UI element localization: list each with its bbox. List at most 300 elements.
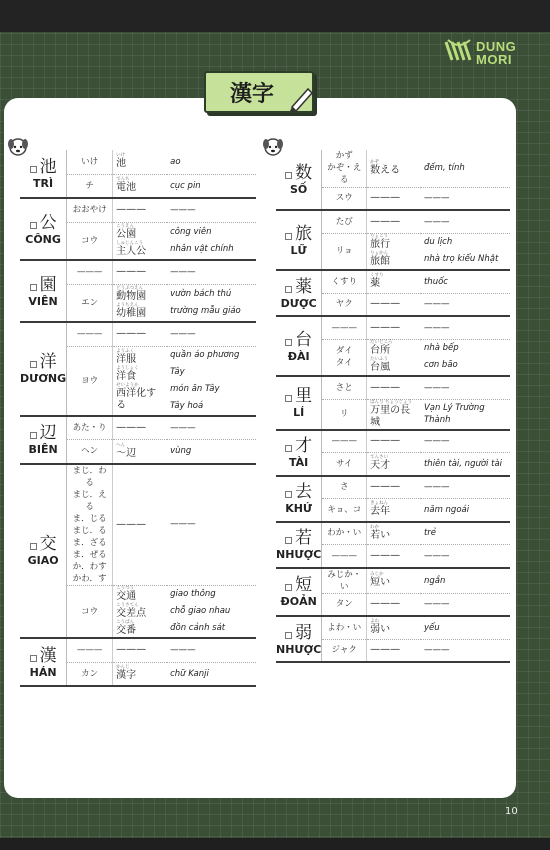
example-word: 池 [116,158,127,170]
checkbox[interactable] [285,339,292,346]
meaning-cell [421,616,510,639]
reading-text: まじ．える [72,489,107,512]
furigana: どうぶつえん [116,285,144,291]
kanji-character: 才 [295,436,313,456]
example-word-cell [367,270,421,293]
han-viet-reading: CÔNG [25,232,61,246]
example-word-cell [367,187,421,210]
table-row [276,476,510,499]
example-word-cell [113,346,168,416]
reading-text: ——— [331,550,357,561]
example-word-cell [113,222,168,260]
example-word: 幼稚園 [116,307,147,319]
han-viet-reading: GIAO [27,554,59,568]
reading-text: あた・り [72,422,107,433]
meaning-text: ——— [423,482,450,493]
reading-cell [67,586,113,639]
checkbox[interactable] [285,632,292,639]
table-row [20,416,256,440]
han-viet-reading: ĐÀI [287,349,310,363]
meaning-text: trường mẫu giáo [170,305,241,316]
furigana: だいどころ [370,340,393,346]
meaning-text: cục pin [170,180,201,191]
example-word-cell [367,399,421,430]
reading-text: スウ [335,193,353,204]
checkbox[interactable] [30,284,37,291]
meaning-text: ——— [423,322,450,333]
kanji-table-right [276,150,510,663]
furigana: てんさい [370,455,389,461]
meaning-cell [167,284,256,322]
checkbox[interactable] [285,491,292,498]
meaning-cell [167,638,256,662]
reading-text: ま．ざる [72,537,107,548]
checkbox[interactable] [30,655,37,662]
reading-text: ジャク [331,645,357,656]
example-word-cell [367,233,421,270]
meaning-cell [421,476,510,499]
reading-text: くすり [331,276,357,287]
example-word: ～辺 [116,447,137,459]
table-row [276,316,510,339]
han-viet-reading: TRÌ [33,177,54,190]
title-box [204,71,314,113]
example-word: ——— [370,215,401,227]
meaning-text: ——— [423,436,450,447]
example-word-cell [113,260,168,284]
meaning-cell [167,322,256,346]
han-viet-reading: NHƯỢC [276,548,322,561]
kanji-cell [20,260,67,322]
reading-text: おおやけ [72,205,107,216]
reading-text: さと [335,382,353,393]
kanji-character: 辺 [39,423,57,443]
reading-cell [322,453,367,476]
reading-cell [67,322,113,346]
reading-cell [67,346,113,416]
example-word: 漢字 [116,670,137,682]
kanji-character: 旅 [295,223,313,244]
example-word: 交差点 [116,608,147,619]
reading-cell [67,260,113,284]
reading-cell [322,639,367,662]
reading-cell [67,464,113,586]
furigana: こうさてん [116,603,139,608]
example-word-cell [113,174,168,198]
example-word: 電池 [116,182,137,194]
kanji-cell [276,316,322,376]
furigana: かぞ [370,159,380,165]
meaning-text: đồn cảnh sát [170,623,226,633]
meaning-text: ao [170,156,181,167]
meaning-text: ——— [423,216,450,227]
meaning-text: ——— [423,645,450,656]
meaning-text: giao thông [170,589,216,599]
kanji-character: 交 [39,534,57,555]
meaning-text: vườn bách thú [170,288,232,299]
han-viet-reading: SỐ [290,183,308,196]
example-word-cell [367,430,421,453]
meaning-text: quần áo phương Tây [170,349,240,377]
kanji-character: 漢 [39,645,57,666]
kanji-cell [276,210,322,270]
meaning-cell [167,222,256,260]
meaning-text: ngắn [423,575,446,586]
reading-cell [67,416,113,440]
meaning-cell [421,150,510,187]
meaning-cell [421,293,510,316]
page-title: 漢字 [229,81,274,107]
example-word: 天才 [370,460,391,472]
top-bar [0,0,550,32]
meaning-cell [421,233,510,270]
meaning-cell [421,568,510,594]
reading-cell [322,476,367,499]
reading-cell [322,399,367,430]
kanji-character: 台 [295,329,313,350]
meaning-cell [167,150,256,174]
meaning-text: trẻ [423,528,437,539]
checkbox[interactable] [30,222,37,229]
reading-text: ——— [76,645,103,656]
example-word: ——— [370,381,401,393]
meaning-cell [167,174,256,198]
checkbox[interactable] [285,584,292,591]
furigana: こうえん [116,223,135,229]
reading-text: ま．じる [72,513,107,524]
example-word: ——— [370,549,401,561]
example-word: ——— [116,328,147,340]
example-word-cell [113,198,168,222]
brand-line-1: DUNG [476,39,517,54]
furigana: たいふう [370,357,389,363]
example-word: 旅館 [370,256,391,268]
kanji-character: 若 [295,528,313,548]
han-viet-reading: KHỨ [285,502,313,515]
reading-cell [322,545,367,568]
kanji-cell [276,376,322,430]
kanji-cell [276,522,322,568]
meaning-text: ——— [170,645,196,656]
example-word: ——— [370,481,401,493]
furigana: よわ [370,619,380,625]
reading-cell [322,210,367,233]
example-word-cell [367,568,421,594]
reading-text: ——— [331,436,357,447]
example-word: ——— [116,644,147,656]
reading-cell [67,662,113,686]
example-word: 薬 [370,278,381,290]
meaning-text: thuốc [423,276,448,287]
reading-text: かわ．す [72,573,107,584]
kanji-cell [20,150,67,198]
reading-cell [322,150,367,187]
kanji-character: 公 [39,212,57,233]
kanji-character: 去 [295,482,313,502]
example-word: 台所 [370,345,391,357]
reading-cell [67,222,113,260]
kanji-cell [20,322,67,416]
checkbox[interactable] [285,395,292,402]
example-word-cell [113,638,168,662]
meaning-text: ——— [170,519,196,530]
example-word: 西洋化する [116,388,157,411]
reading-text: コウ [81,606,99,617]
example-word: 公園 [116,228,137,240]
reading-text: ——— [76,329,103,340]
example-word-cell [113,322,168,346]
kanji-character: 短 [295,575,313,596]
checkbox[interactable] [285,172,292,179]
example-word: 去年 [370,506,391,518]
meaning-cell [167,346,256,416]
reading-text: エン [81,297,99,308]
checkbox[interactable] [285,286,292,293]
example-word: 主人公 [116,245,147,257]
han-viet-reading: HÁN [29,665,57,679]
reading-text: リョ [335,246,353,257]
kanji-table-left [20,150,256,687]
table-row [20,198,256,222]
furigana: ようふく [116,349,135,354]
example-word: 動物園 [116,290,147,302]
reading-cell [67,638,113,662]
example-word-cell [113,586,168,639]
example-word: ——— [370,598,401,610]
furigana: きょねん [370,501,389,507]
kanji-cell [20,198,67,260]
checkbox[interactable] [285,537,292,544]
bottom-strip [0,838,550,850]
checkbox[interactable] [30,432,37,439]
furigana: ようちえん [116,302,139,308]
meaning-text: năm ngoái [423,504,470,515]
meaning-text: nhân vật chính [170,243,234,254]
table-row [276,568,510,594]
reading-text: カン [81,668,99,679]
reading-text: ヨウ [81,375,99,386]
furigana: ようしょく [116,366,139,371]
example-word-cell [367,453,421,476]
reading-text: キョ、コ [327,504,362,515]
example-word-cell [367,150,421,187]
reading-text: さ [339,482,349,493]
brand-logo [444,38,550,72]
reading-text: タン [335,599,353,610]
brand-line-2: MORI [476,52,512,67]
meaning-text: chữ Kanji [170,668,209,679]
meaning-cell [167,260,256,284]
reading-text: わか・い [327,528,362,539]
reading-text: コウ [81,235,99,246]
meaning-text: ——— [170,329,196,340]
furigana: くすり [370,273,384,279]
meaning-text: đếm, tính [423,162,465,173]
reading-text: ダイ [335,346,353,357]
han-viet-reading: BIÊN [28,443,58,456]
example-word: ——— [370,298,401,310]
kanji-cell [276,476,322,522]
example-word: ——— [370,192,401,204]
meaning-text: công viên [170,226,212,237]
reading-text: ——— [331,322,357,333]
meaning-text: du lịch [423,237,453,248]
furigana: こうばん [116,620,135,625]
han-viet-reading: TÀI [289,456,309,469]
furigana: りょこう [370,234,389,240]
table-row [20,464,256,586]
example-word: 交通 [116,591,137,602]
reading-text: チ [85,180,94,191]
meaning-cell [421,210,510,233]
example-word: 短い [370,577,391,588]
han-viet-reading: NHƯỢC [276,642,322,656]
kanji-character: 薬 [295,276,313,297]
kanji-character: 園 [39,274,57,295]
meaning-cell [167,662,256,686]
kanji-cell [20,416,67,464]
meaning-text: Vạn Lý Trường Thành [423,403,485,425]
furigana: へん [116,442,126,448]
meaning-cell [421,522,510,545]
kanji-cell [276,430,322,476]
reading-cell [67,150,113,174]
reading-cell [322,270,367,293]
reading-cell [322,430,367,453]
example-word-cell [367,476,421,499]
meaning-cell [421,545,510,568]
furigana: こうつう [116,586,135,591]
example-word: 洋食 [116,371,137,382]
example-word-cell [367,593,421,616]
meaning-text: ——— [170,205,196,216]
example-word: ——— [370,644,401,656]
example-word-cell [367,339,421,376]
meaning-text: nhà bếp [423,343,459,354]
han-viet-reading: LÍ [293,406,305,420]
reading-text: ヘン [81,446,99,457]
meaning-text: ——— [170,422,196,433]
checkbox[interactable] [285,233,292,240]
example-word-cell [367,376,421,399]
example-word: 台風 [370,362,391,374]
example-word-cell [367,522,421,545]
example-word: ——— [370,321,401,333]
reading-text: いけ [81,156,99,167]
reading-cell [67,284,113,322]
meaning-cell [421,376,510,399]
example-word-cell [367,639,421,662]
kanji-character: 数 [295,163,313,183]
example-word: ——— [370,435,401,447]
checkbox[interactable] [30,166,37,173]
example-word-cell [367,316,421,339]
reading-cell [67,174,113,198]
example-word: 弱い [370,624,391,636]
reading-cell [322,616,367,639]
meaning-text: ——— [423,382,450,393]
checkbox[interactable] [285,445,292,452]
example-word-cell [113,150,168,174]
example-word: 万里の長城 [370,404,411,428]
meaning-text: cơn bão [423,360,458,371]
kanji-cell [20,638,67,686]
furigana: かんじ [116,665,130,671]
reading-text: まじ．る [72,525,107,536]
meaning-cell [167,440,256,464]
kanji-cell [276,568,322,617]
reading-cell [322,316,367,339]
reading-text: よわ・い [327,622,362,633]
example-word-cell [113,440,168,464]
reading-cell [322,593,367,616]
reading-text: リ [339,409,349,419]
example-word: ——— [116,266,147,278]
furigana: でんち [116,177,130,183]
table-row [276,270,510,293]
checkbox[interactable] [30,543,37,550]
table-row [20,260,256,284]
pencil-icon [288,85,314,111]
meaning-text: ——— [423,193,450,204]
furigana: いけ [116,153,126,159]
meaning-cell [421,316,510,339]
furigana: せいようか [116,383,139,388]
han-viet-reading: LỮ [290,243,307,257]
page-number: 10 [505,806,518,817]
example-word: 洋服 [116,354,137,365]
example-word: 旅行 [370,239,391,251]
reading-text: まじ．わる [72,465,107,488]
example-word-cell [367,499,421,522]
example-word-cell [367,210,421,233]
reading-text: たび [335,216,353,227]
example-word: ——— [116,518,147,530]
example-word-cell [113,464,168,586]
furigana: ばんり ちょうじょう [370,399,413,405]
han-viet-reading: VIÊN [28,294,58,308]
table-row [276,150,510,187]
reading-text: みじか・い [327,569,362,592]
checkbox[interactable] [30,361,37,368]
example-word: 交番 [116,625,137,636]
reading-cell [67,440,113,464]
reading-cell [322,499,367,522]
table-row [276,522,510,545]
kanji-cell [276,150,322,210]
meaning-cell [167,464,256,586]
furigana: わか [370,524,380,530]
meaning-cell [421,339,510,376]
reading-cell [322,187,367,210]
meaning-cell [167,586,256,639]
reading-text: サイ [336,458,353,469]
meaning-cell [421,270,510,293]
table-row [276,376,510,399]
kanji-character: 弱 [295,622,313,643]
reading-cell [322,522,367,545]
kanji-cell [20,464,67,639]
meaning-cell [167,198,256,222]
example-word: ——— [116,204,147,216]
reading-text: ——— [76,267,103,278]
reading-text: かず [335,151,353,162]
reading-cell [322,233,367,270]
example-word-cell [367,293,421,316]
furigana: みじか [370,572,384,577]
meaning-cell [421,430,510,453]
meaning-cell [421,639,510,662]
